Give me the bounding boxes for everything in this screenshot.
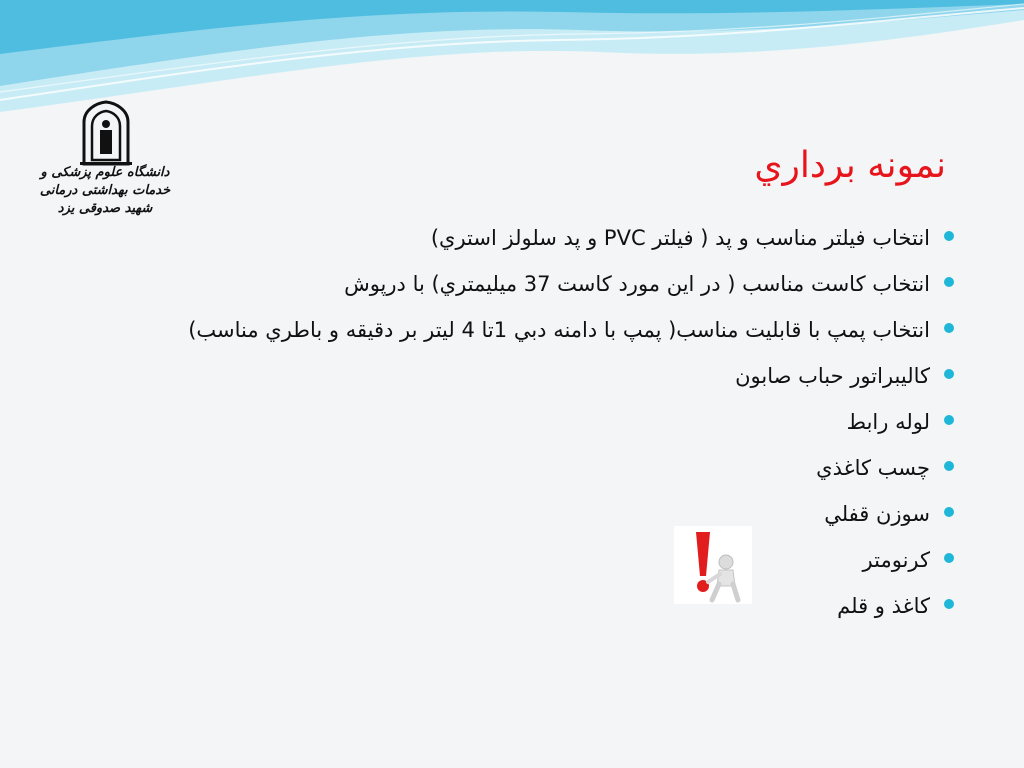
- list-item: [154, 220, 954, 257]
- list-item-text: کرنومتر: [862, 548, 930, 572]
- list-item-text: انتخاب کاست مناسب ( در اين مورد کاست 37 ميليمتري) با درپوش: [344, 272, 930, 296]
- list-item-text: چسب کاغذي: [816, 456, 930, 480]
- university-logo: [30, 100, 180, 220]
- logo-line-1: دانشگاه علوم پزشکی و خدمات بهداشتی درمانی: [39, 165, 171, 198]
- list-item-text: کاليبراتور حباب صابون: [735, 364, 930, 388]
- bullet-dot-icon: [944, 599, 954, 609]
- bullet-dot-icon: [944, 415, 954, 425]
- bullet-dot-icon: [944, 461, 954, 471]
- list-item: [154, 450, 954, 487]
- list-item: [154, 358, 954, 395]
- bullet-dot-icon: [944, 553, 954, 563]
- list-item: [154, 496, 954, 533]
- list-item: [154, 542, 954, 579]
- list-item-text: انتخاب فيلتر مناسب و پد ( فيلتر PVC و پد سلولز استري): [430, 226, 930, 250]
- bullet-dot-icon: [944, 369, 954, 379]
- list-item: [150, 312, 954, 349]
- university-name: [30, 164, 180, 218]
- bullet-dot-icon: [944, 507, 954, 517]
- list-item-text: انتخاب پمپ با قابليت مناسب( پمپ با دامنه دبي 1تا 4 ليتر بر دقيقه و باطري مناسب): [188, 318, 930, 342]
- list-item: [154, 266, 954, 303]
- list-item-text: لوله رابط: [846, 410, 930, 434]
- bullet-dot-icon: [944, 231, 954, 241]
- list-item-text: سوزن قفلي: [824, 502, 930, 526]
- slide-title: نمونه برداري: [754, 145, 946, 186]
- list-item: [154, 588, 954, 625]
- list-item: [154, 404, 954, 441]
- logo-line-2: شهید صدوقی یزد: [57, 201, 153, 216]
- bullet-list: [154, 220, 954, 634]
- exclamation-figure-icon: [674, 526, 752, 604]
- university-emblem-icon: [78, 100, 134, 166]
- bullet-dot-icon: [944, 277, 954, 287]
- bullet-dot-icon: [944, 323, 954, 333]
- list-item-text: کاغذ و قلم: [837, 594, 930, 618]
